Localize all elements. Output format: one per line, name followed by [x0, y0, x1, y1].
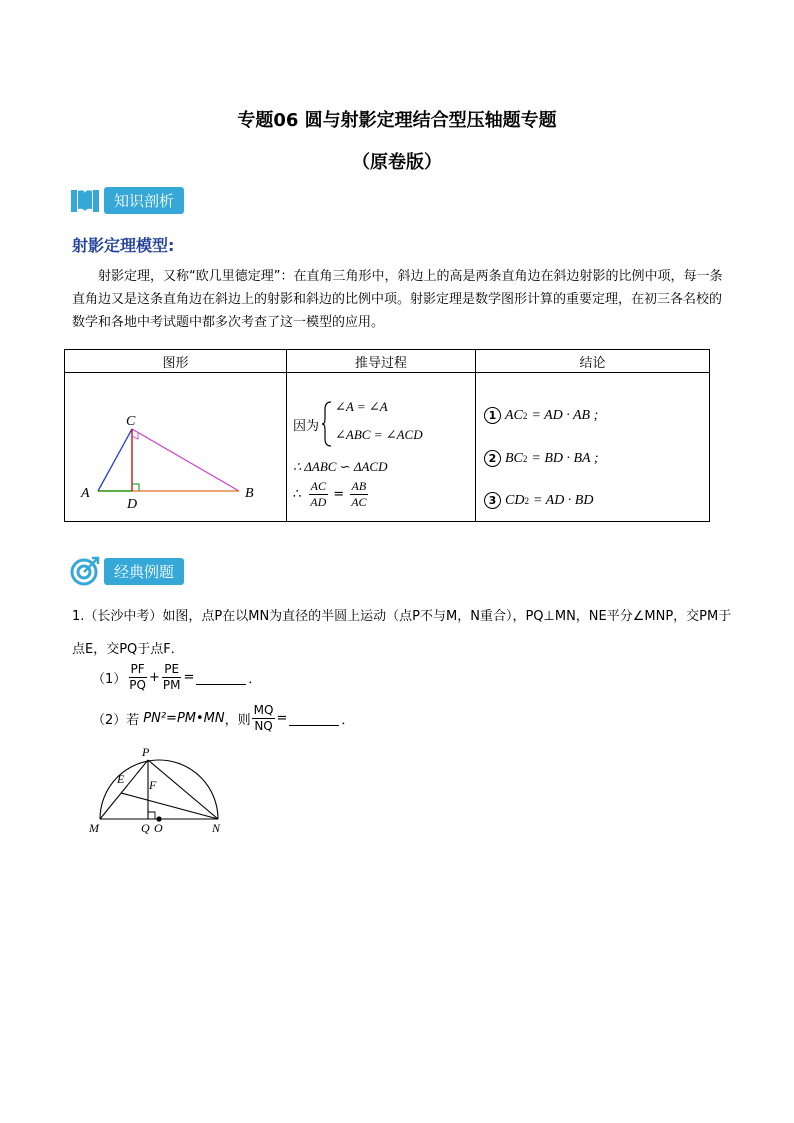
conclusion-lhs: CD [505, 492, 525, 508]
part1-equals: = [183, 670, 195, 685]
label-C: C [126, 414, 136, 429]
condition-angle-abc: ∠ABC = ∠ACD [335, 427, 423, 442]
section-banner-knowledge [70, 185, 184, 215]
target-icon [70, 556, 100, 586]
ratio-right [349, 479, 368, 510]
table-header-conclusion: 结论 [476, 350, 710, 373]
part2-label: （2）若 [92, 713, 140, 728]
part1-f2-num: PE [164, 662, 180, 676]
section-label-knowledge: 知识剖析 [104, 187, 184, 214]
label-O: O [154, 821, 163, 835]
answer-blank-2[interactable] [289, 711, 339, 726]
ratio-equation [293, 479, 370, 510]
condition-angle-a: ∠A = ∠A [335, 399, 388, 414]
therefore-symbol: ∴ [293, 487, 302, 502]
conclusion-3 [484, 492, 593, 509]
because-text: 因为 [293, 419, 320, 434]
derivation-cell [287, 373, 476, 522]
section-label-examples: 经典例题 [104, 558, 184, 585]
label-N: N [212, 821, 221, 835]
question-stem: 1.（长沙中考）如图，点P在以MN为直径的半圆上运动（点P不与M，N重合），PQ⊥MN，NE平分∠MNP，交PM于点E，交PQ于点F． [72, 609, 732, 657]
ratio-left-den: AD [310, 495, 327, 509]
part2-fraction [252, 703, 276, 734]
conclusion-rhs: = BD · BA ; [531, 450, 599, 466]
part1-fraction-1 [127, 662, 148, 693]
label-F: F [149, 778, 157, 792]
question-part-1 [92, 662, 261, 693]
conclusion-rhs: = AD · AB ; [531, 407, 599, 423]
label-A: A [81, 486, 90, 501]
table-header-derivation: 推导过程 [287, 350, 476, 373]
answer-blank-1[interactable] [196, 670, 246, 685]
conclusion-rhs: = AD · BD [532, 492, 594, 508]
circled-number: 3 [484, 492, 501, 509]
conclusion-2 [484, 450, 599, 467]
conclusion-exp: 2 [522, 453, 528, 464]
part1-f1-num: PF [130, 662, 145, 676]
document-subtitle: （原卷版） [352, 152, 442, 173]
label-B: B [245, 486, 254, 501]
ratio-left [308, 479, 328, 510]
similar-triangles: ∴ ΔABC ∽ ΔACD [293, 459, 388, 474]
label-P: P [142, 745, 150, 759]
model-heading: 射影定理模型: [72, 236, 175, 255]
part2-condition: PN²=PM•MN [143, 711, 225, 726]
ratio-right-den: AC [351, 495, 367, 509]
label-D: D [127, 497, 138, 512]
question-part-2 [92, 703, 354, 734]
brace-symbol [321, 401, 333, 447]
figure-cell [65, 373, 287, 522]
part1-fraction-2 [161, 662, 183, 693]
part2-then: ，则 [224, 713, 251, 728]
part1-f2-den: PM [162, 678, 181, 692]
part1-end: ． [248, 672, 262, 687]
part1-label: （1） [92, 672, 127, 687]
semicircle-figure [86, 743, 236, 838]
label-E: E [117, 772, 125, 786]
label-Q: Q [141, 821, 150, 835]
table-header-figure: 图形 [65, 350, 287, 373]
section-banner-examples [70, 556, 184, 586]
part1-f1-den: PQ [129, 678, 146, 692]
conclusion-lhs: AC [505, 407, 523, 423]
ratio-equals: = [333, 487, 345, 502]
table-header-row [65, 350, 710, 373]
part2-equals: = [276, 711, 288, 726]
conclusion-lhs: BC [505, 450, 523, 466]
conclusion-exp: 2 [522, 410, 528, 421]
document-title: 专题06 圆与射影定理结合型压轴题专题 [237, 110, 557, 131]
open-book-icon [70, 186, 100, 214]
conclusion-exp: 2 [524, 495, 529, 506]
label-M: M [89, 821, 99, 835]
ratio-right-num: AB [351, 479, 367, 493]
part2-f-den: NQ [254, 719, 273, 733]
model-paragraph: 射影定理，又称“欧几里德定理”：在直角三角形中，斜边上的高是两条直角边在斜边射影的比例中项，每一条直角边又是这条直角边在斜边上的射影和斜边的比例中项。射影定理是数学图形计算的重要定理，在初三各名校的数学和各地中考试题中都多次考查了这一模型的应用。 [72, 269, 723, 330]
conclusion-cell [476, 373, 710, 522]
circled-number: 1 [484, 407, 501, 424]
part2-f-num: MQ [253, 703, 274, 717]
table-row [65, 373, 710, 522]
projection-theorem-table [64, 349, 710, 522]
part1-plus: + [148, 670, 160, 685]
ratio-left-num: AC [310, 479, 326, 493]
conclusion-1 [484, 407, 598, 424]
circled-number: 2 [484, 450, 501, 467]
right-triangle-figure [65, 373, 286, 521]
part2-end: ． [341, 713, 355, 728]
